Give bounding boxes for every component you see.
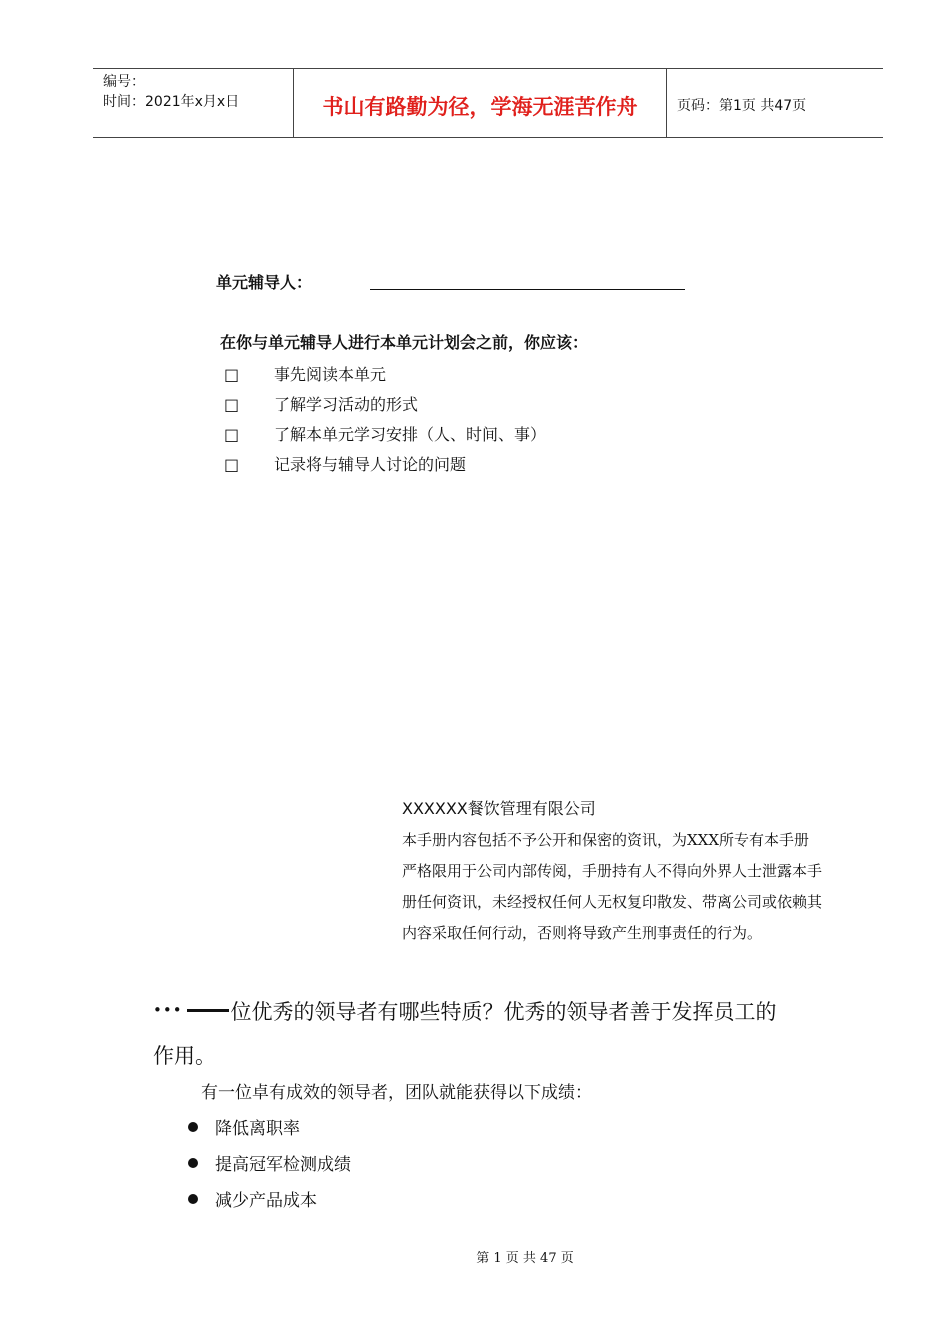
question-line-2: 作用。 <box>153 1044 216 1068</box>
page-header <box>93 68 883 138</box>
bullet-icon <box>188 1194 198 1204</box>
checklist-item <box>224 362 386 385</box>
checklist-item <box>224 452 466 475</box>
dots-prefix: ••• <box>153 1001 183 1019</box>
checklist-item-label: 记录将与辅导人讨论的问题 <box>274 455 467 474</box>
checklist-item <box>224 392 418 415</box>
checklist-item <box>224 422 546 445</box>
tutor-blank-line <box>370 289 685 290</box>
checkbox-icon: □ <box>224 455 240 474</box>
confidentiality-notice: 本手册内容包括不予公开和保密的资讯，为XXX所专有本手册严格限用于公司内部传阅，手册持有人不得向外界人士泄露本手册任何资讯，未经授权任何人无权复印散发、带离公司或依赖其内容采取任何行动，否则将导致产生刑事责任的行为。 <box>402 831 823 942</box>
lead-text: 有一位卓有成效的领导者，团队就能获得以下成绩： <box>201 1083 592 1103</box>
checklist-item-label: 了解本单元学习安排（人、时间、事） <box>274 425 547 444</box>
list-item-label: 减少产品成本 <box>215 1191 317 1211</box>
header-meta-cell <box>93 69 294 137</box>
list-item-label: 提高冠军检测成绩 <box>215 1155 351 1175</box>
list-item <box>188 1150 351 1175</box>
checkbox-icon: □ <box>224 395 240 414</box>
intro-text: 在你与单元辅导人进行本单元计划会之前，你应该： <box>220 333 589 352</box>
header-motto: 书山有路勤为径，学海无涯苦作舟 <box>322 95 638 119</box>
question-line-1: 位优秀的领导者有哪些特质？优秀的领导者善于发挥员工的 <box>230 1000 777 1024</box>
page-footer: 第 1 页 共 47 页 <box>476 1251 574 1266</box>
checklist-item-label: 了解学习活动的形式 <box>274 395 419 414</box>
list-item-label: 降低离职率 <box>215 1119 300 1139</box>
document-date-label: 时间：2021年x月x日 <box>103 94 240 110</box>
bullet-icon <box>188 1122 198 1132</box>
checklist-item-label: 事先阅读本单元 <box>274 365 387 384</box>
checkbox-icon: □ <box>224 425 240 444</box>
tutor-label: 单元辅导人： <box>216 273 313 292</box>
header-page-number: 页码：第1页 共47页 <box>677 98 807 114</box>
section-question <box>153 996 777 1026</box>
document-number-label: 编号： <box>103 74 145 90</box>
checkbox-icon: □ <box>224 365 240 384</box>
company-name: XXXXXX餐饮管理有限公司 <box>402 799 596 818</box>
dash-rule <box>187 1009 229 1012</box>
header-page-cell <box>667 69 883 137</box>
list-item <box>188 1114 300 1139</box>
header-motto-cell <box>294 69 667 137</box>
list-item <box>188 1186 317 1211</box>
bullet-icon <box>188 1158 198 1168</box>
